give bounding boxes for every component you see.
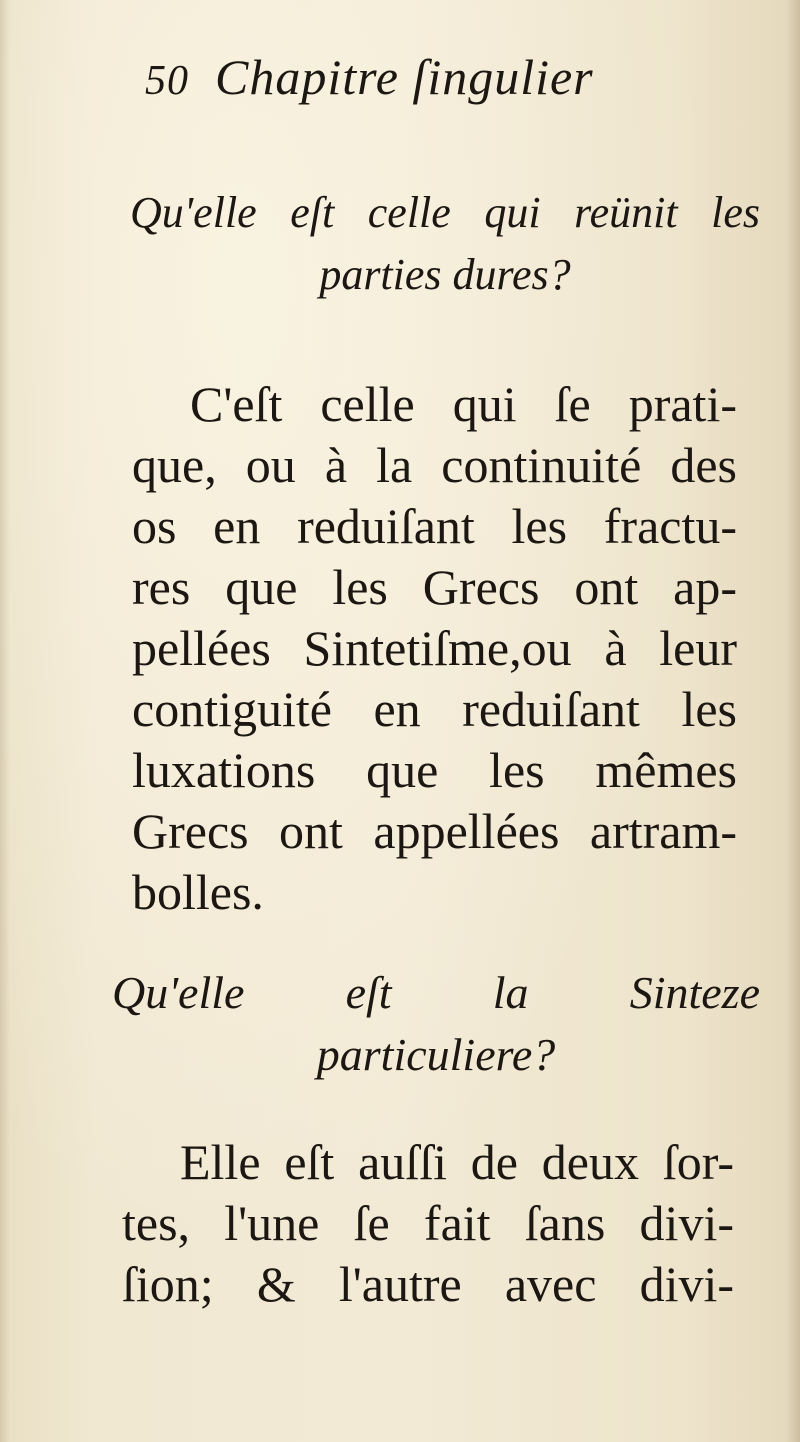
question-line: particuliere? [316, 1029, 556, 1080]
text-line: luxations que les mêmes [132, 742, 737, 798]
text-line: bolles. [132, 864, 264, 920]
question-line: Qu'elle eſt celle qui reünit les [130, 188, 760, 237]
text-line: que, ou à la continuité des [132, 437, 737, 493]
text-line: ſion; & l'autre avec divi- [122, 1256, 734, 1312]
text-line: tes, l'une ſe fait ſans divi- [122, 1195, 734, 1251]
running-head [145, 48, 594, 106]
answer-paragraph [122, 1132, 734, 1315]
text-line: C'eſt celle qui ſe prati- [190, 376, 737, 432]
text-line: res que les Grecs ont ap- [132, 559, 737, 615]
text-line: Elle eſt auſſi de deux ſor- [180, 1134, 734, 1190]
question-heading [112, 962, 760, 1086]
question-line: parties dures? [319, 250, 571, 299]
text-line: Grecs ont appellées artram- [132, 803, 737, 859]
question-heading [130, 182, 760, 306]
text-line: contiguité en reduiſant les [132, 681, 737, 737]
text-line: pellées Sintetiſme,ou à leur [132, 620, 737, 676]
text-line: os en reduiſant les fractu- [132, 498, 737, 554]
page-edge-shadow [786, 0, 800, 1442]
page-gutter-shadow [0, 0, 10, 1442]
page-number: 50 [145, 58, 189, 104]
running-title: Chapitre ſingulier [215, 49, 594, 105]
question-line: Qu'elle eſt la Sinteze [112, 967, 760, 1018]
answer-paragraph [132, 374, 737, 923]
